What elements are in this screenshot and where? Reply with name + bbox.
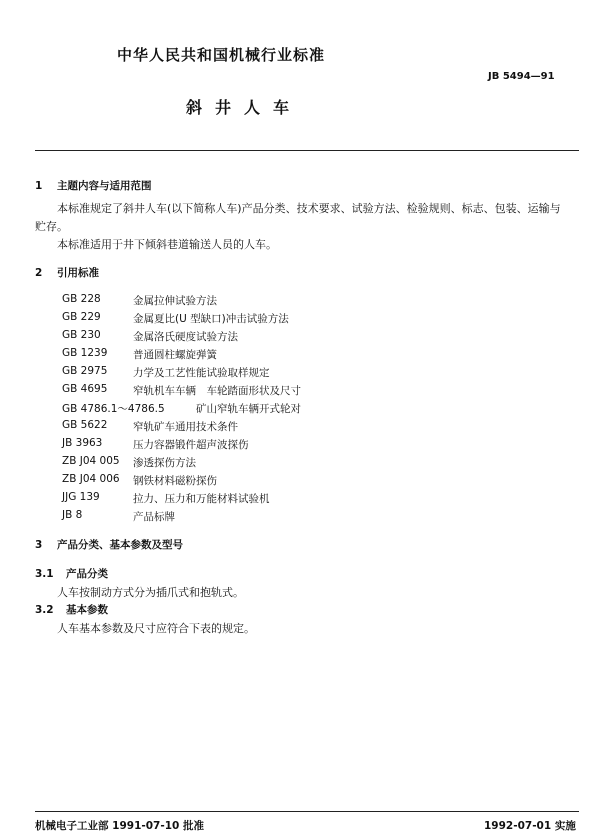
ref-code: GB 4695 (62, 383, 108, 395)
ref-code: GB 2975 (62, 365, 108, 377)
ref-title: 窄轨矿车通用技术条件 (133, 421, 238, 433)
ref-code: JB 3963 (62, 437, 103, 449)
ref-code: GB 5622 (62, 419, 108, 431)
ref-code: GB 1239 (62, 347, 108, 359)
section-1-heading (35, 178, 152, 193)
ref-code: GB 229 (62, 311, 101, 323)
ref-title: 钢铁材料磁粉探伤 (133, 475, 217, 487)
ref-title: 金属拉伸试验方法 (133, 295, 217, 307)
ref-title: 力学及工艺性能试验取样规定 (133, 367, 270, 379)
ref-title: 压力容器锻件超声波探伤 (133, 439, 249, 451)
ref-code: GB 228 (62, 293, 101, 305)
subsection-title: 产品分类 (66, 568, 108, 580)
effective-date: 1992-07-01 实施 (484, 820, 576, 832)
section-number: 2 (35, 267, 43, 279)
section-title: 引用标准 (57, 267, 99, 279)
subsection-3-1-text: 人车按制动方式分为插爪式和抱轨式。 (57, 586, 244, 599)
section-title: 产品分类、基本参数及型号 (57, 539, 183, 551)
top-divider (35, 150, 579, 151)
document-title: 斜井人车 (186, 98, 303, 117)
subsection-3-2-text: 人车基本参数及尺寸应符合下表的规定。 (57, 622, 255, 635)
ref-code: JJG 139 (62, 491, 100, 503)
approval-note: 机械电子工业部 1991-07-10 批准 (35, 820, 204, 832)
ref-code: ZB J04 006 (62, 473, 120, 485)
ref-title: 渗透探伤方法 (133, 457, 196, 469)
subsection-3-2-heading (35, 602, 108, 617)
ref-title: 普通圆柱螺旋弹簧 (133, 349, 217, 361)
ref-title: 金属夏比(U 型缺口)冲击试验方法 (133, 313, 289, 325)
ref-code: JB 8 (62, 509, 83, 521)
section-1-paragraph-1: 本标准规定了斜井人车(以下简称人车)产品分类、技术要求、试验方法、检验规则、标志、包装、运输与贮存。 (35, 202, 561, 233)
ref-title: 拉力、压力和万能材料试验机 (133, 493, 270, 505)
standard-header: 中华人民共和国机械行业标准 (117, 46, 326, 64)
standard-number: JB 5494—91 (488, 71, 555, 82)
section-2-heading (35, 265, 99, 280)
section-number: 3 (35, 539, 43, 551)
ref-title: 产品标牌 (133, 511, 175, 523)
subsection-title: 基本参数 (66, 604, 108, 616)
section-title: 主题内容与适用范围 (57, 180, 152, 192)
subsection-number: 3.2 (35, 604, 54, 616)
bottom-divider (35, 811, 579, 812)
section-number: 1 (35, 180, 43, 192)
section-3-heading (35, 537, 183, 552)
ref-title: 窄轨机车车辆 车轮踏面形状及尺寸 (133, 385, 301, 397)
section-1-paragraph-2: 本标准适用于井下倾斜巷道输送人员的人车。 (57, 238, 277, 251)
ref-code: GB 4786.1～4786.5 (62, 403, 165, 415)
ref-title: 金属洛氏硬度试验方法 (133, 331, 238, 343)
ref-code: ZB J04 005 (62, 455, 120, 467)
subsection-3-1-heading (35, 566, 108, 581)
subsection-number: 3.1 (35, 568, 54, 580)
ref-title: 矿山窄轨车辆开式轮对 (196, 403, 301, 415)
ref-code: GB 230 (62, 329, 101, 341)
